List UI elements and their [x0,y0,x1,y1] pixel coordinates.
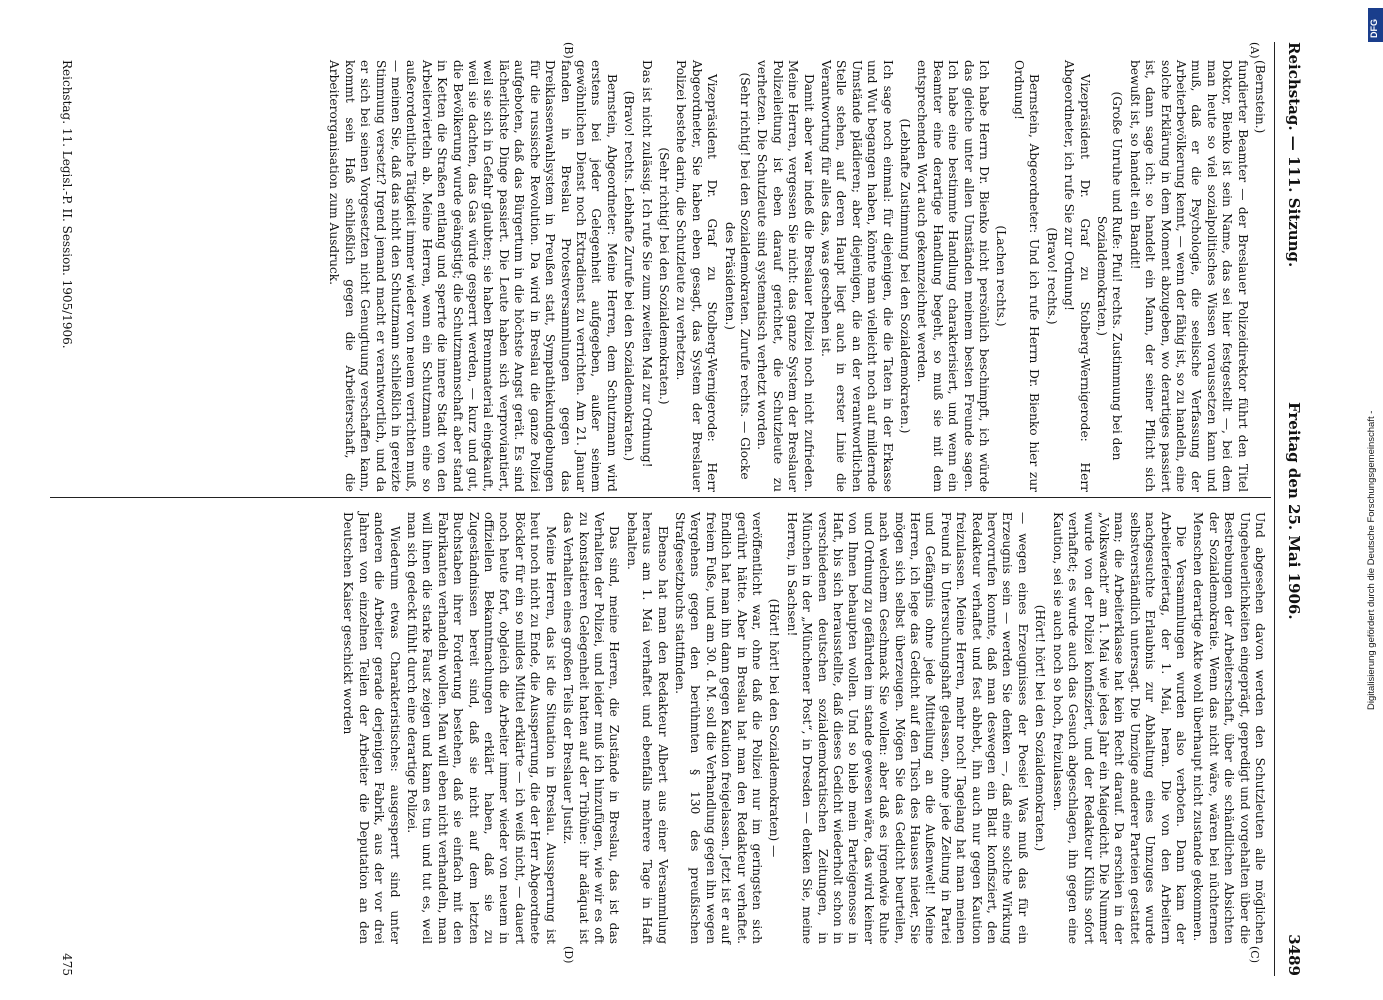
column-divider [50,497,1271,498]
header-left: Reichstag. — 111. Sitzung. [1285,42,1303,268]
paragraph: (Hört! hört! bei den Sozialdemokraten) — [767,598,782,858]
header-center: Freitag den 25. Mai 1906. [1285,402,1303,620]
digitization-credit: Digitalisierung gefördert durch die Deutsche Forschungsgemeinschaft - [1366,410,1377,710]
dfg-logo [1368,8,1383,42]
margin-mark-a: (A) [1248,42,1261,59]
paragraph: — wegen eines Erzeugnisses der Poesie! Was muß das für ein Erzeugnis sein — werden Sie denken —, daß eine solche Wirkung hervorrufen konnte, daß man deswegen ein Blatt konfisziert, den Redakteur verhaftet und fest abhebt, ihn auch nur gegen Kaution freizulassen. Meine Herren, mehr noch! Tagelang hat man meinen Freund in Untersuchungshaft gelassen, ohne jede Zeitung in Partei und Gefängnis ohne jede Mitteilung an die Außenwelt! Meine Herren, ich lege das Gedicht auf den Tisch des Hauses nieder, Sie mögen sich selbst überzeugen. Mögen Sie das Gedicht beurteilen, nach welchem Geschmack Sie wollen: aber daß es irgendwie Ruhe und Ordnung zu gefährden im stande gewesen wäre, das wird keiner von Ihnen behaupten wollen. Und so blieb mein Parteigenosse in Haft, bis sich herausstellte, daß dieses Gedicht wiederholt schon in verschiedenen deutschen sozialdemokratischen Zeitungen, in München in der „Münchener Post“, in Dresden — denken Sie, meine Herren, in Sachsen! [784,512,1030,944]
paragraph: (Lachen rechts.) [994,225,1009,327]
paragraph: (Sehr richtig! bei den Sozialdemokraten.) [656,147,671,405]
margin-mark-d: (D) [562,946,575,964]
paragraph: Bernstein, Abgeordneter: Und ich rufe Herrn Dr. Bienko hier zur Ordnung! [1011,60,1042,492]
running-header [1277,42,1303,976]
paragraph: veröffentlicht war, ohne daß die Polizei nur im geringsten sich gerührt hätte. Aber in Breslau hat man den Redakteur verhaftet. Endlich hat man ihn dann gegen Kaution freigelassen. Jetzt ist er auf freiem Fuße, und am 30. d. M. soll die Verhandlung gegen ihn wegen Vergehens gegen den berühmten § 130 des preußischen Strafgesetzbuchs stattfinden. [672,512,764,944]
paragraph: Ebenso hat man den Redakteur Albert aus einer Versammlung heraus am 1. Mai verhaftet und ebenfalls mehrere Tage in Haft behalten. [624,512,670,944]
footer-left: Reichstag. 11. Legisl.-P. II. Session. 1905/1906. [60,60,74,349]
paragraph: (Lebhafte Zustimmung bei den Sozialdemokraten.) [898,118,913,434]
header-rule [1274,42,1275,976]
paragraph: (Bravo! rechts.) [1044,227,1059,325]
paragraph: Ich sage noch einmal: für diejenigen, die die Taten in der Erkasse und Wut begangen haben, könnte man vielleicht noch auf mildernde Umstände plädieren; aber diejenigen, die an der verantwortlichen Stelle stehen, auf deren Haupt liegt auch in erster Linie die Verantwortung für alles das, was geschehen ist. [819,60,895,492]
margin-mark-b: (B) [562,42,575,59]
margin-mark-c: (C) [1248,946,1261,963]
paragraph: (Sehr richtig! bei den Sozialdemokraten. Zurufe rechts. — Glocke des Präsidenten.) [722,72,752,480]
paragraph: Vizepräsident Dr. Graf zu Stolberg-Wernigerode: Herr Abgeordneter, Sie haben eben gesagt, das System der Breslauer Polizei bestehe darin, die Schutzleute zu verhetzen. [674,60,720,492]
paragraph: Meine Herren, das ist die Situation in Breslau. Aussperrung ist heut noch nicht zu Ende, die Aussperrung, die der Herr Abgeordnete Böckler für ein so mildes Mittel erklärte — ich weiß nicht, — dauert noch heute fort, obgleich die Arbeiter immer wieder von neuem in offiziellen Bekanntmachungen erklärt haben, daß sie zu Zugeständnissen bereit sind, daß sie nicht auf dem letzten Buchstaben ihrer Forderung bestehen, daß sie einfach mit den Fabrikanten verhandeln wollen. Man will eben nicht verhandeln, man will ihnen die starke Faust zeigen und kann es tun und tut es, weil man sich gedeckt fühlt durch eine derartige Polizei. [405,512,558,944]
header-page-number: 3489 [1285,934,1303,976]
paragraph: (Hört! hört! bei den Sozialdemokraten.) [1033,604,1048,852]
paragraph: Ich habe Herrn Dr. Bienko nicht persönlich beschimpft, ich würde das gleiche unter allen Umständen meinem besten Freunde sagen. Ich habe eine bestimmte Handlung charakterisiert, und wenn ein Beamter eine derartige Handlung begeht, so muß sie mit dem entsprechenden Wort auch gekennzeichnet werden. [915,60,992,492]
dfg-logo-text: DFG [1369,19,1379,38]
paragraph: Bernstein, Abgeordneter: Meine Herren, dem Schutzmann wird erstens bei jeder Gelegenheit aufgegeben, außer seinem gewöhnlichen Dienst noch Extradienst zu verrichten. Am 21. Januar fanden in Breslau Protestversammlungen gegen das Dreiklassenwahlsystem in Preußen statt, Sympathiekundgebungen für die russische Revolution. Da wird in Breslau die ganze Polizei aufgeboten, daß das Bürgertum in die höchste Angst gerät. Es sind lächerlichste Dinge passiert. Die Leute haben sich verproviantiert, weil sie sich in Gefahr glaubten; sie haben Brennmaterial eingekauft, weil sie dachten, das Gas würde gesperrt werden, — kurz und gut, die Bevölkerung wurde geängstigt; die Schutzmannschaft aber stand in Ketten die Straßen entlang und sperrte die innere Stadt von den Arbeitervierteln ab. Meine Herren, wenn ein Schutzmann eine so außerordentliche Tätigkeit immer wieder von neuem verrichten muß, — meinen Sie, daß das nicht den Schutzmann schließlich in gereizte Stimmung versetzt? Irgend jemand macht er verantwortlich, und da er sich bei seinen Vorgesetzten nicht Genugtuung verschaffen kann, kommt sein Haß schließlich gegen die Arbeiterschaft, die Arbeiterorganisation zum Ausdruck. [327,60,619,492]
paragraph: Das ist nicht zulässig. Ich rufe Sie zum zweiten Mal zur Ordnung! [639,60,654,468]
paragraph: Wiederum etwas Charakteristisches: ausgesperrt sind unter anderen die Arbeiter gerade derjenigen Fabrik, aus der vor drei Jahren von einzelnen Teilen der Arbeiter die Deputation an den Deutschen Kaiser geschickt worden [341,512,402,944]
footer-page-mark: 475 [60,953,74,976]
paragraph: fundierter Beamter — der Breslauer Polizeidirektor führt den Titel Doktor, Bienko ist sein Name, das sei hier festgestellt —, bei dem man heute so viel sozialpolitisches Wissen voraussetzen kann und muß, daß er die Psychologie, die seelische Verfassung der Arbeiterbevölkerung kennt, — wenn der fähig ist, so zu handeln, eine solche Erklärung in dem Moment abzugeben, wo derartiges passiert ist, dann sage ich: so handelt ein Mann, der seiner Pflicht sich bewußt ist, so handelt ein Bandit! [1127,60,1250,492]
paragraph: Vizepräsident Dr. Graf zu Stolberg-Wernigerode: Herr Abgeordneter, ich rufe Sie zur Ordnung! [1062,60,1092,492]
paragraph: Die Versammlungen wurden also verboten. Dann kam der Arbeiterfeiertag, der 1. Mai, heran. Die von den Arbeitern nachgesuchte Erlaubnis zur Abhaltung eines Umzuges wurde selbstverständlich untersagt. Die Umzüge anderer Parteien gestattet man; die Arbeiterklasse hat kein Recht darauf. Da erschien in der „Volkswacht“ am 1. Mai wie jedes Jahr ein Maigedicht. Die Nummer wurde von der Polizei konfisziert, und der Redakteur Klühs sofort verhaftet; es wurde auch das Gesuch abgeschlagen, ihn gegen eine Kaution, sei sie auch noch so hoch, freizulassen. [1050,512,1188,944]
paragraph: Und abgesehen davon werden den Schutzleuten alle möglichen Ungeheuerlichkeiten eingeprägt, gepredigt und vorgehalten über die Bestrebungen der Arbeiterschaft, über die schändlichen Absichten der Sozialdemokratie. Wenn das nicht wäre, wären bei nüchternen Menschen derartige Akte wohl überhaupt nicht zustande gekommen. [1191,512,1267,944]
paragraph: (Bernstein.) [1253,60,1267,134]
paragraph: (Große Unruhe und Rufe: Pfui! rechts. Zustimmung bei den Sozialdemokraten.) [1094,91,1125,461]
paragraph: (Bravo! rechts. Lebhafte Zurufe bei den Sozialdemokraten.) [622,90,637,462]
paragraph: Damit aber war indeß die Breslauer Polizei noch nicht zufrieden. Meine Herren, vergessen Sie nicht: das ganze System der Breslauer Polizeileitung ist eben darauf gerichtet, die Schutzleute zu verhetzen. Die Schutzleute sind systematisch verhetzt worden. [755,60,816,492]
paragraph: Das sind, meine Herren, die Zustände in Breslau, das ist das Verhalten der Polizei, und leider muß ich hinzufügen, wie wir es oft zu konstatieren Gelegenheit hatten auf der Tribüne: ihr adäquat ist das Verhalten eines großen Teils der Breslauer Justiz. [561,512,622,944]
left-column [324,60,1267,492]
right-column [338,512,1267,944]
